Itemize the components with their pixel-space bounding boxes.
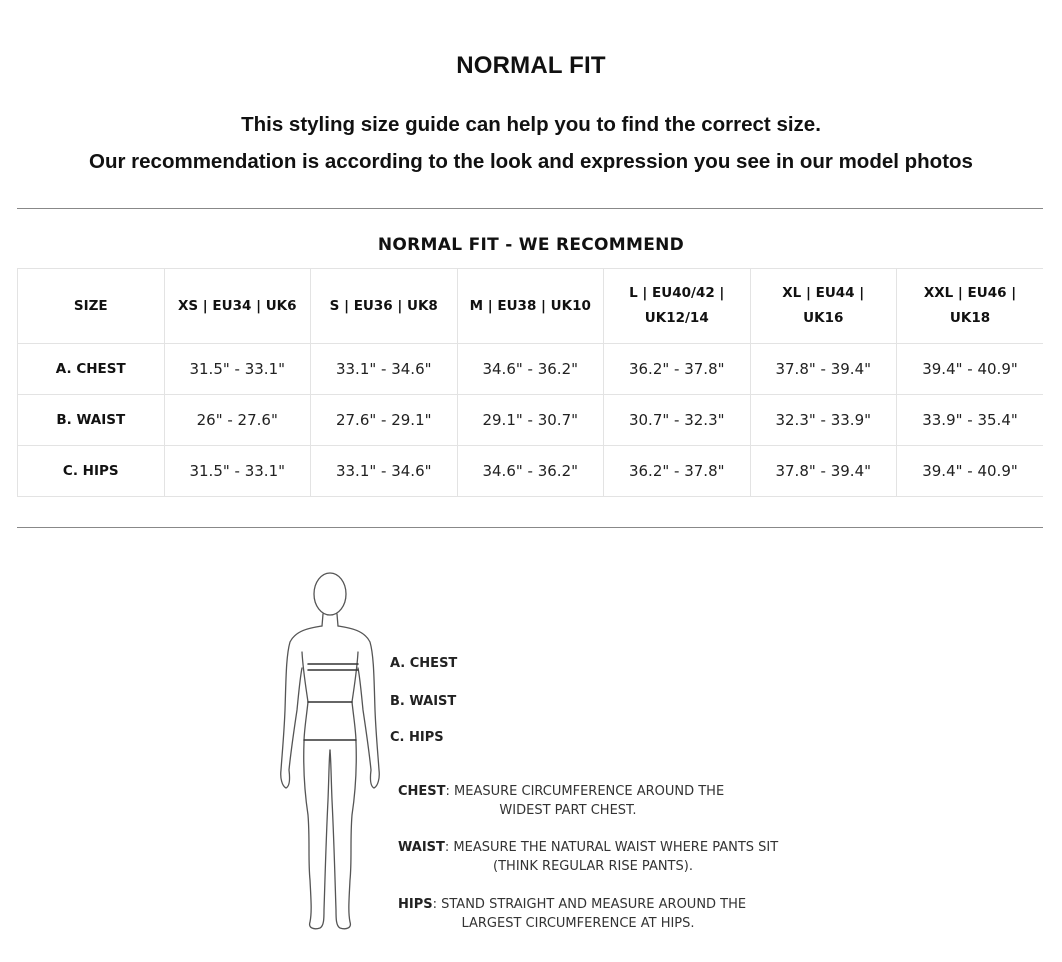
table-cell: 33.1" - 34.6" <box>311 344 458 395</box>
header-xl: XL | EU44 | UK16 <box>750 269 897 344</box>
header-xxl: XXL | EU46 | UK18 <box>897 269 1044 344</box>
hips-text: : STAND STRAIGHT AND MEASURE AROUND THE <box>432 897 747 912</box>
waist-instruction <box>398 838 788 876</box>
table-cell: 34.6" - 36.2" <box>457 446 604 497</box>
table-cell: 32.3" - 33.9" <box>750 395 897 446</box>
table-cell: 33.1" - 34.6" <box>311 446 458 497</box>
header-m: M | EU38 | UK10 <box>457 269 604 344</box>
table-row-waist <box>18 395 1044 446</box>
header-size: SIZE <box>18 269 165 344</box>
figure-label-hips: C. HIPS <box>390 730 444 745</box>
table-title: NORMAL FIT - WE RECOMMEND <box>377 235 685 255</box>
table-cell: 30.7" - 32.3" <box>604 395 751 446</box>
chest-text: : MEASURE CIRCUMFERENCE AROUND THE <box>445 784 725 799</box>
divider-top <box>17 208 1043 209</box>
intro-line-2: Our recommendation is according to the look and expression you see in our model photos <box>89 150 973 173</box>
table-cell: 33.9" - 35.4" <box>897 395 1044 446</box>
measurement-figure <box>270 560 800 950</box>
hips-text-2: LARGEST CIRCUMFERENCE AT HIPS. <box>461 916 695 931</box>
chest-text-2: WIDEST PART CHEST. <box>499 803 637 818</box>
table-cell: 36.2" - 37.8" <box>604 344 751 395</box>
chest-term: CHEST <box>398 784 446 799</box>
row-label: B. WAIST <box>18 395 165 446</box>
table-header-row <box>18 269 1044 344</box>
table-cell: 37.8" - 39.4" <box>750 446 897 497</box>
body-outline-icon <box>270 560 390 935</box>
figure-label-waist: B. WAIST <box>390 694 457 709</box>
hips-instruction <box>398 895 758 933</box>
table-cell: 26" - 27.6" <box>164 395 311 446</box>
header-xs: XS | EU34 | UK6 <box>164 269 311 344</box>
hips-term: HIPS <box>398 897 433 912</box>
table-row-hips <box>18 446 1044 497</box>
table-cell: 27.6" - 29.1" <box>311 395 458 446</box>
table-cell: 34.6" - 36.2" <box>457 344 604 395</box>
table-cell: 31.5" - 33.1" <box>164 446 311 497</box>
header-l: L | EU40/42 | UK12/14 <box>604 269 751 344</box>
waist-text-2: (THINK REGULAR RISE PANTS). <box>493 859 693 874</box>
table-cell: 39.4" - 40.9" <box>897 344 1044 395</box>
table-cell: 36.2" - 37.8" <box>604 446 751 497</box>
waist-text: : MEASURE THE NATURAL WAIST WHERE PANTS SIT <box>444 840 779 855</box>
page-title: NORMAL FIT <box>456 52 606 79</box>
header-s: S | EU36 | UK8 <box>311 269 458 344</box>
waist-term: WAIST <box>398 840 445 855</box>
row-label: C. HIPS <box>18 446 165 497</box>
table-row-chest <box>18 344 1044 395</box>
intro-line-1: This styling size guide can help you to find the correct size. <box>241 113 821 136</box>
table-cell: 37.8" - 39.4" <box>750 344 897 395</box>
table-cell: 31.5" - 33.1" <box>164 344 311 395</box>
row-label: A. CHEST <box>18 344 165 395</box>
figure-label-chest: A. CHEST <box>390 656 458 671</box>
divider-bottom <box>17 527 1043 528</box>
table-cell: 29.1" - 30.7" <box>457 395 604 446</box>
size-table <box>17 268 1043 497</box>
table-cell: 39.4" - 40.9" <box>897 446 1044 497</box>
chest-instruction <box>398 782 738 820</box>
